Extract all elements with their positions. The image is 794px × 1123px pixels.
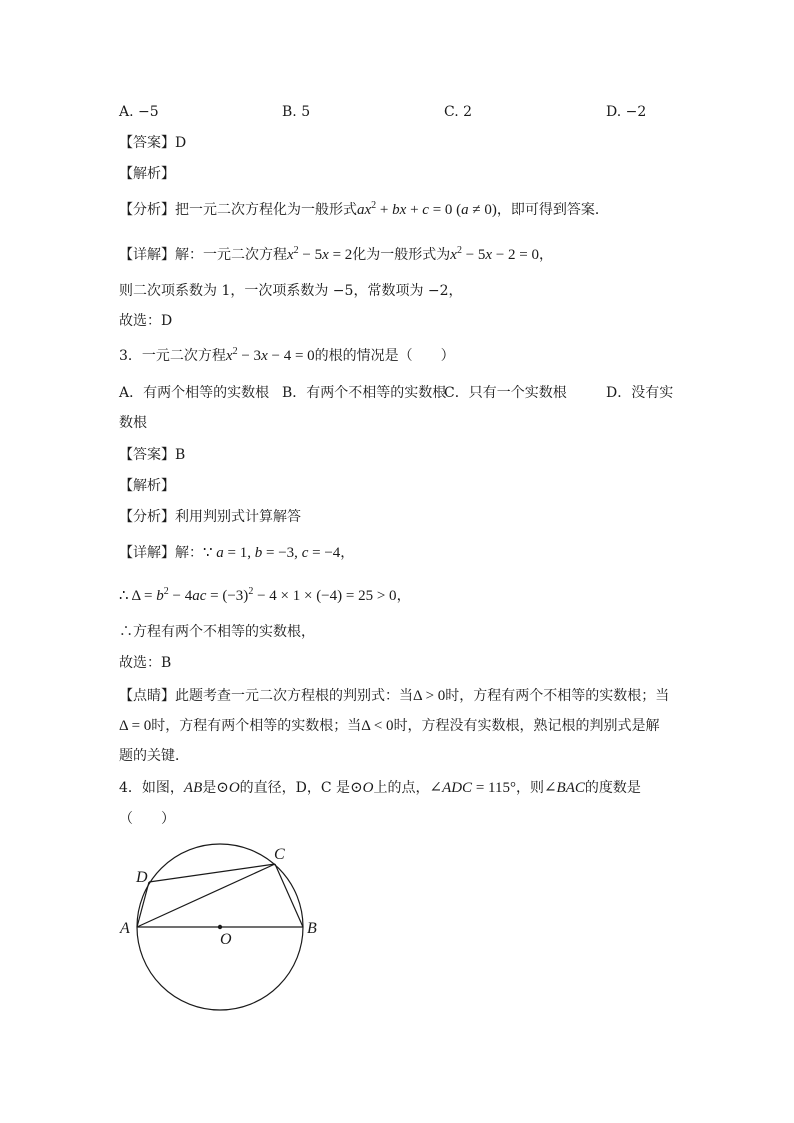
q3-option-b: B．有两个不相等的实数根 [282,385,447,401]
q3-discriminant: ∴ $\Delta = b^2 - 4ac = (-3)^2 - 4 \times 1 \times (-4) = 25 > 0$， [119,586,411,604]
q3-stem [119,346,455,366]
q3-stem-prefix: 3．一元二次方程 [119,348,226,364]
fenxi-text-1: 把一元二次方程化为一般形式 [175,202,357,218]
q3-option-d-cont: 数根 [119,415,147,431]
q4-text: 4．如图， [119,780,184,796]
detail-label: 【详解】 [119,545,175,561]
fenxi-text-2: ，即可得到答案． [496,202,609,218]
delta-negative: Δ < 0 [361,718,394,734]
circle-o-symbol: ⊙O [216,780,240,796]
q2-option-d: D. −2 [606,104,647,120]
answer-label: 【答案】 [119,447,175,463]
q2-detail [119,245,553,265]
detail-text-1: 解：一元二次方程 [175,247,287,263]
q2-analysis-label: 【解析】 [119,166,175,182]
answer-value: B [175,447,186,463]
chord-cb [275,864,303,927]
general-form-formula: $ax^2$ + bx + c = 0 (a ≠ 0) [357,200,497,218]
circle-o-symbol: ⊙O [350,780,374,796]
q3-option-c: C．只有一个实数根 [444,385,567,401]
dianjing-text: 时，方程没有实数根，熟记根的判别式是解 [393,718,660,734]
q3-result: ∴方程有两个不相等的实数根， [119,624,315,640]
delta-zero: Δ = 0 [119,718,152,734]
q3-stem-suffix: 的根的情况是（ ） [314,348,455,364]
q3-fenxi [119,507,301,527]
q4-text: 上的点， [373,780,430,796]
detail-label: 【详解】 [119,247,175,263]
center-point-o [218,925,222,929]
q4-text: 的直径，D，C 是 [239,780,351,796]
q2-option-c: C. 2 [444,104,473,120]
circle-figure [110,835,340,1020]
dianjing-label: 【点睛】 [119,688,175,704]
label-d: D [136,869,148,886]
q2-option-a: A. −5 [119,104,159,120]
coefficient-values: ∵ a = 1, b = −3, c = −4 [203,545,341,561]
q2-choose: 故选：D [119,313,173,329]
answer-value: D [175,135,187,151]
fenxi-label: 【分析】 [119,509,175,525]
segment-ab: AB [183,780,203,796]
q3-dianjing-line-1 [119,686,669,706]
detail-text-3: ， [539,247,554,263]
detail-text-2: 化为一般形式为 [352,247,451,263]
label-a: A [120,920,130,937]
q4-stem [119,778,641,798]
label-b: B [307,920,317,937]
label-o: O [220,931,232,948]
q3-dianjing-line-3: 题的关键． [119,748,189,764]
delta-positive: Δ > 0 [413,688,446,704]
q4-text: 是 [202,780,217,796]
q3-option-a: A．有两个相等的实数根 [119,385,270,401]
q3-detail: 【详解】解：∵ a = 1, b = −3, c = −4， [119,545,355,561]
q2-answer [119,133,186,153]
q3-dianjing-line-2 [119,716,660,736]
fenxi-label: 【分析】 [119,202,175,218]
label-c: C [274,846,285,863]
answer-label: 【答案】 [119,135,175,151]
q2-fenxi [119,200,609,220]
fenxi-text: 利用判别式计算解答 [175,509,301,525]
chord-ad [137,882,149,927]
q3-answer [119,445,185,465]
dianjing-text: 此题考查一元二次方程根的判别式：当 [175,688,413,704]
q2-option-b: B. 5 [282,104,311,120]
angle-adc: ∠ADC = 115° [429,780,516,796]
q3-analysis-label: 【解析】 [119,478,175,494]
dianjing-text: 时，方程有两个相等的实数根；当 [151,718,362,734]
equation-general: $x^2 - 5x - 2 = 0$ [450,245,540,263]
q3-option-d: D．没有实 [606,385,674,401]
dianjing-text: 时，方程有两个不相等的实数根；当 [445,688,670,704]
q3-equation: $x^2 - 3x - 4 = 0$ [225,346,315,364]
q2-coefficients: 则二次项系数为 1，一次项系数为 −5，常数项为 −2， [119,283,463,299]
q4-paren: （ ） [119,811,175,827]
angle-bac: ∠BAC [543,780,585,796]
q3-choose: 故选：B [119,655,172,671]
discriminant-formula: ∴ $\Delta = b^2 - 4ac = (-3)^2 - 4 \times 1 \times (-4) = 25 > 0$ [119,586,397,604]
equation-original: $x^2 - 5x = 2$ [287,245,353,263]
q4-text: ，则 [515,780,544,796]
detail-text: 解： [175,545,203,561]
q4-text: 的度数是 [584,780,641,796]
